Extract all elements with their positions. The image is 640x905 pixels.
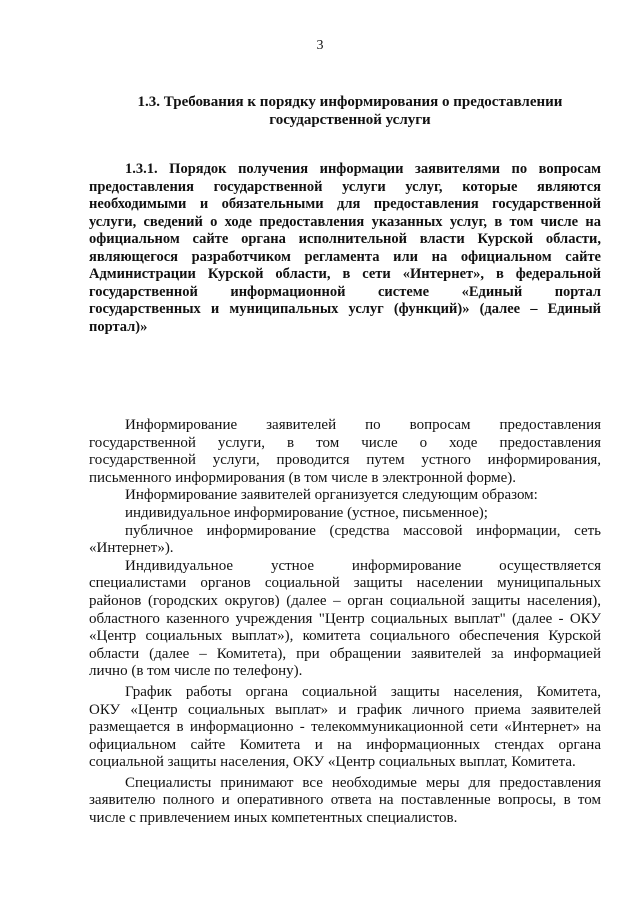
paragraph-specialists (89, 775, 601, 828)
paragraph-line: Информирование заявителей по вопросам предоставления (125, 417, 601, 433)
paragraph-line: индивидуальное информирование (устное, письменное); (125, 504, 488, 521)
paragraph-line: государственной услуги, в том числе о ходе предоставления (89, 434, 601, 451)
paragraph-line: государственной услуги, проводится путем устного информирования, (89, 452, 601, 469)
subsection-line: государственных и муниципальных услуг (функций)» (далее – Единый (89, 301, 601, 317)
subsection-line: 1.3.1. Порядок получения информации заявителями по вопросам (125, 161, 601, 177)
subsection-line: Администрации Курской области, в сети «Интернет», в федеральной (89, 266, 601, 282)
paragraph-schedule (89, 684, 601, 772)
paragraph-line: лично (в том числе по телефону). (89, 663, 303, 680)
paragraph-oral-informing (89, 558, 601, 681)
paragraph-organization (89, 487, 601, 505)
paragraph-line: «Центр социальных выплат»), комитета социального обеспечения Курской (89, 628, 601, 645)
paragraph-line: районов (городских округов) (далее – орган социальной защиты населения), (89, 592, 601, 609)
subsection-line: официальном сайте органа исполнительной власти Курской области, (89, 231, 601, 247)
paragraph-line: областного казенного учреждения "Центр социальных выплат" (далее - ОКУ (89, 610, 601, 627)
section-heading-line-1: 1.3. Требования к порядку информирования о предоставлении (137, 94, 563, 110)
paragraph-line: числе с привлечением иных компетентных специалистов. (89, 810, 458, 827)
section-heading (90, 93, 610, 129)
paragraph-line: размещается в информационно - телекоммуникационной сети «Интернет» на (89, 719, 601, 736)
paragraph-public (89, 523, 601, 558)
paragraph-line: заявителю полного и оперативного ответа на поставленные вопросы, в том (89, 792, 601, 809)
paragraph-line: «Интернет»). (89, 540, 174, 557)
subsection-line: государственной информационной системе «Единый портал (89, 283, 601, 300)
subsection-line: являющегося разработчиком регламента или на официальном сайте (89, 248, 601, 265)
paragraph-line: Специалисты принимают все необходимые меры для предоставления (125, 774, 601, 791)
paragraph-line: ОКУ «Центр социальных выплат» и график личного приема заявителей (89, 701, 601, 718)
paragraph-line: Информирование заявителей организуется следующим образом: (125, 487, 538, 504)
paragraph-line: официальном сайте Комитета и на информационных стендах органа (89, 736, 601, 753)
paragraph-line: специалистами органов социальной защиты населении муниципальных (89, 575, 601, 592)
paragraph-line: публичное информирование (средства массовой информации, сеть (125, 522, 601, 539)
section-heading-line-2: государственной услуги (269, 112, 431, 128)
subsection-line: портал)» (89, 318, 148, 335)
subsection-1-3-1 (89, 161, 601, 336)
body-text (89, 417, 601, 828)
subsection-line: предоставления государственной услуги услуг, которые являются (89, 178, 601, 195)
paragraph-line: области (далее – Комитета), при обращении заявителей за информацией (89, 645, 601, 662)
paragraph-individual (89, 505, 601, 523)
paragraph-line: письменного информирования (в том числе в электронной форме). (89, 469, 517, 486)
paragraph-line: социальной защиты населения, ОКУ «Центр социальных выплат, Комитета. (89, 754, 576, 771)
subsection-line: необходимыми и обязательными для предоставления государственной (89, 196, 601, 212)
page-number: 3 (316, 38, 324, 53)
subsection-line: услуги, сведений о ходе предоставления указанных услуг, в том числе на (89, 213, 601, 230)
paragraph-informing (89, 417, 601, 487)
paragraph-line: График работы органа социальной защиты населения, Комитета, (125, 683, 601, 700)
paragraph-line: Индивидуальное устное информирование осуществляется (125, 557, 601, 574)
